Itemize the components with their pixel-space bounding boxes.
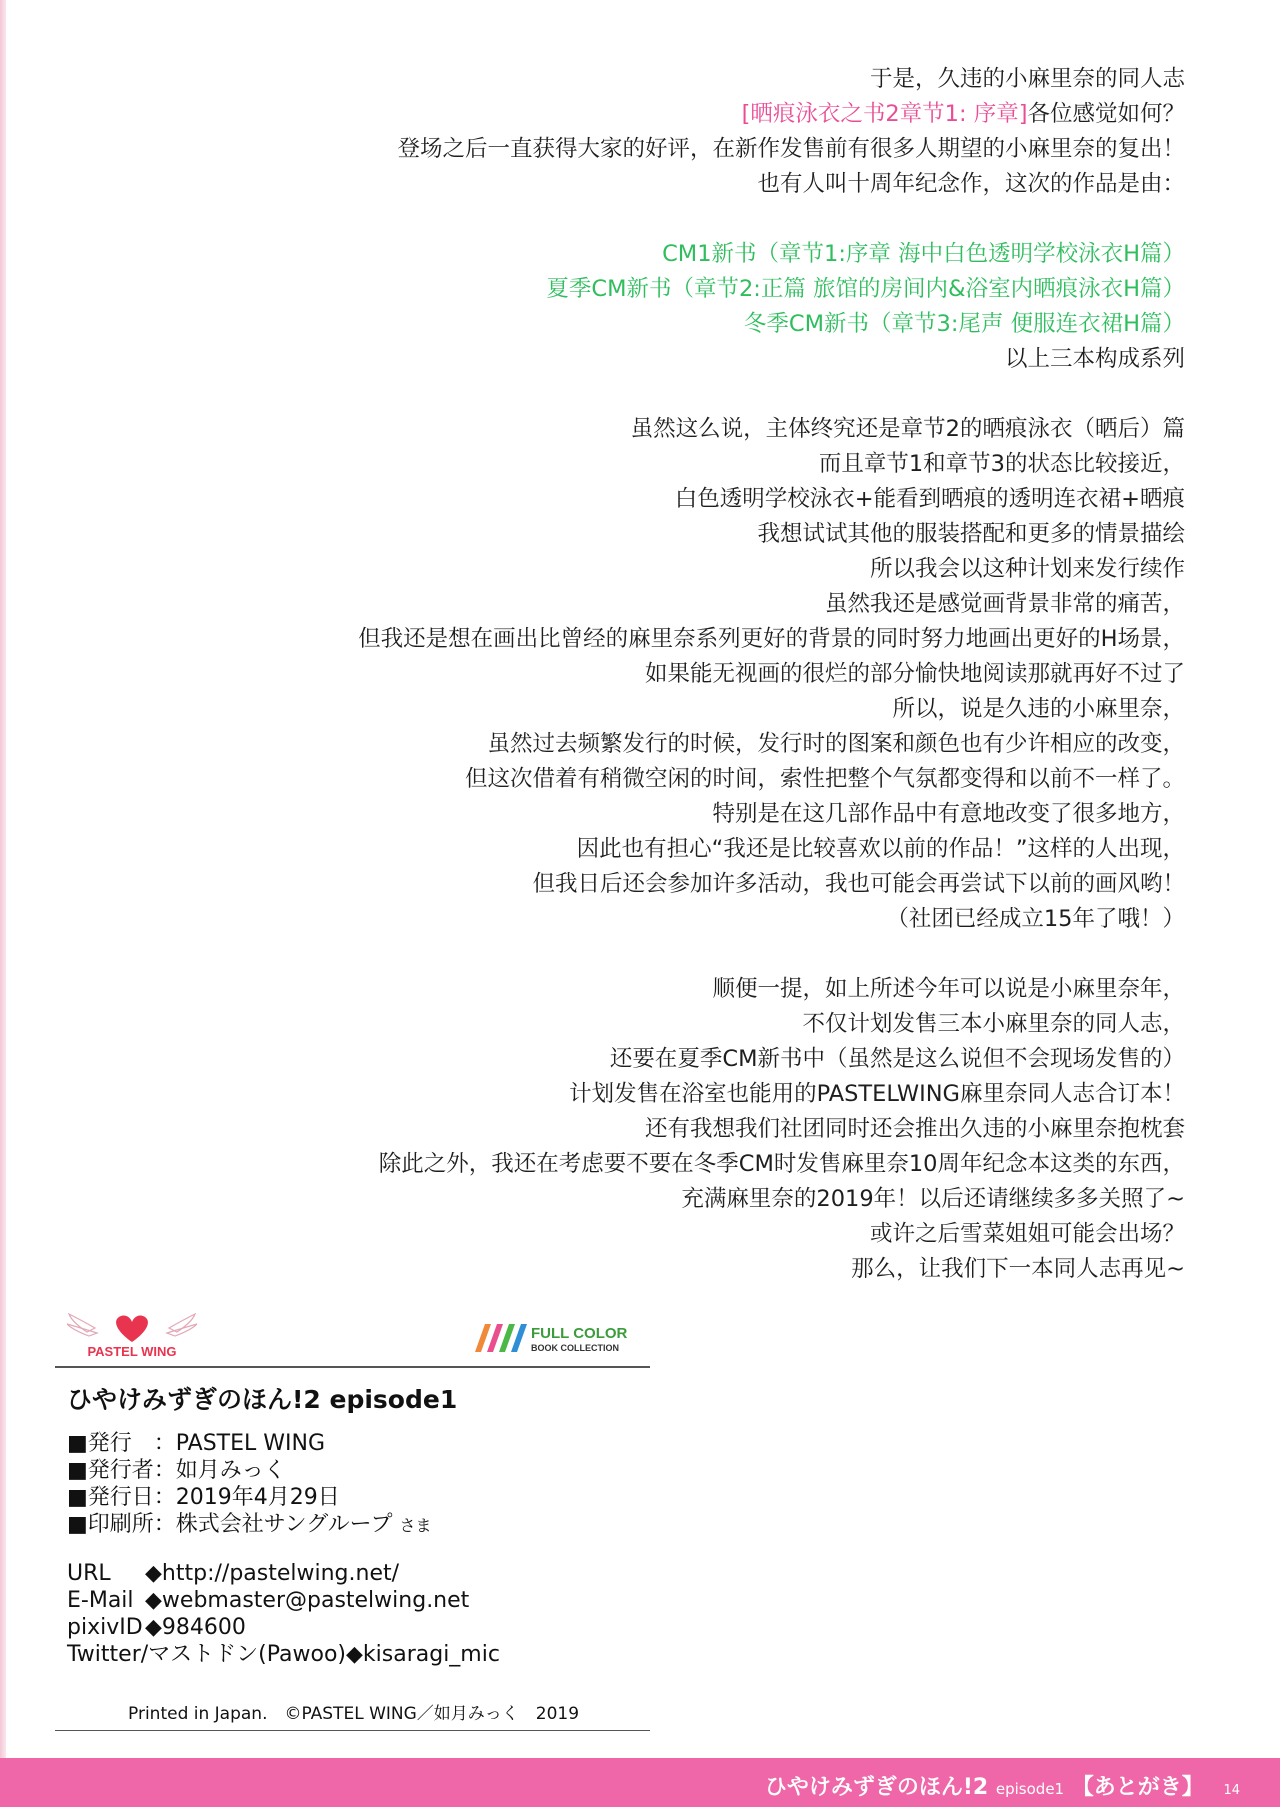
printer-suffix: さま (399, 1516, 432, 1535)
footer-section: 【あとがき】 (1071, 1775, 1204, 1800)
text-line: 因此也有担心“我还是比较喜欢以前的作品！”这样的人出现， (576, 836, 1185, 862)
pixiv-row (67, 1614, 500, 1641)
text-line (185, 97, 1185, 132)
text-line: 顺便一提，如上所述今年可以说是小麻里奈年， (712, 976, 1185, 1002)
email-link[interactable]: ◆webmaster@pastelwing.net (145, 1588, 470, 1613)
text-line-tail: 各位感觉如何？ (1027, 101, 1185, 127)
text-line: 于是，久违的小麻里奈的同人志 (869, 66, 1185, 92)
full-color-text: FULL COLOR (531, 1325, 628, 1342)
text-line: 计划发售在浴室也能用的PASTELWING麻里奈同人志合订本！ (569, 1081, 1185, 1107)
series-item: CM1新书（章节1:序章 海中白色透明学校泳衣H篇） (662, 241, 1185, 267)
logo-row (55, 1312, 655, 1362)
text-line: 白色透明学校泳衣+能看到晒痕的透明连衣裙+晒痕 (674, 486, 1185, 512)
text-line: 特别是在这几部作品中有意地改变了很多地方， (712, 801, 1185, 827)
printed-credit: Printed in Japan. ©PASTEL WING／如月みっく 2019 (128, 1704, 580, 1724)
page-number: 14 (1223, 1783, 1240, 1798)
text-line: 登场之后一直获得大家的好评，在新作发售前有很多人期望的小麻里奈的复出！ (397, 136, 1185, 162)
publisher: ■発行 ：PASTEL WING (67, 1431, 325, 1456)
text-line: 如果能无视画的很烂的部分愉快地阅读那就再好不过了 (644, 661, 1185, 687)
contact-links (67, 1560, 500, 1668)
text-line: 但我还是想在画出比曾经的麻里奈系列更好的背景的同时努力地画出更好的H场景， (358, 626, 1185, 652)
text-line: 还要在夏季CM新书中（虽然是这么说但不会现场发售的） (609, 1046, 1185, 1072)
text-line: 除此之外，我还在考虑要不要在冬季CM时发售麻里奈10周年纪念本这类的东西， (378, 1151, 1185, 1177)
page-edge (0, 0, 6, 1807)
text-line: 不仅计划发售三本小麻里奈的同人志， (802, 1011, 1185, 1037)
url-row (67, 1560, 500, 1587)
text-line: 但这次借着有稍微空闲的时间，索性把整个气氛都变得和以前不一样了。 (464, 766, 1185, 792)
text-line: （社团已经成立15年了哦！） (886, 906, 1185, 932)
text-line: 那么，让我们下一本同人志再见~ (851, 1256, 1185, 1282)
printer: ■印刷所：株式会社サングループ (67, 1512, 393, 1537)
text-line: 而且章节1和章节3的状态比较接近， (818, 451, 1185, 477)
paragraph-gap (185, 202, 1185, 237)
url-label: URL (67, 1561, 111, 1586)
publication-info (67, 1430, 432, 1539)
printer-row (67, 1511, 432, 1539)
publish-date: ■発行日：2019年4月29日 (67, 1485, 340, 1510)
email-label: E-Mail (67, 1588, 134, 1613)
logo-text: PASTEL WING (87, 1344, 177, 1359)
text-line: 也有人叫十周年纪念作，这次的作品是由： (757, 171, 1185, 197)
text-line: 以上三本构成系列 (1004, 346, 1185, 372)
footer-episode: episode1 (995, 1780, 1065, 1798)
url-link[interactable]: ◆http://pastelwing.net/ (145, 1561, 400, 1586)
colophon-bottom-rule (55, 1730, 650, 1731)
text-line: 还有我想我们社团同时还会推出久违的小麻里奈抱枕套 (644, 1116, 1185, 1142)
paragraph-gap (185, 377, 1185, 412)
text-line: 虽然我还是感觉画背景非常的痛苦， (824, 591, 1185, 617)
paragraph-gap (185, 937, 1185, 972)
book-title: ひやけみずぎのほん!2 episode1 (67, 1385, 458, 1414)
pastel-wing-logo (67, 1312, 197, 1360)
text-line: 虽然这么说，主体终究还是章节2的晒痕泳衣（晒后）篇 (630, 416, 1185, 442)
email-row (67, 1587, 500, 1614)
text-line: 所以我会以这种计划来发行续作 (869, 556, 1185, 582)
text-line: 所以，说是久违的小麻里奈， (892, 696, 1185, 722)
running-footer (765, 1770, 1240, 1801)
text-line: 充满麻里奈的2019年！以后还请继续多多关照了~ (681, 1186, 1185, 1212)
series-item: 夏季CM新书（章节2:正篇 旅馆的房间内&浴室内晒痕泳衣H篇） (546, 276, 1185, 302)
pixiv-label: pixivID (67, 1615, 143, 1640)
text-line: 或许之后雪菜姐姐可能会出场？ (869, 1221, 1185, 1247)
colophon-top-rule (55, 1366, 650, 1368)
text-line: 虽然过去频繁发行的时候，发行时的图案和颜色也有少许相应的改变， (487, 731, 1185, 757)
twitter-row: Twitter/マストドン(Pawoo)◆kisaragi_mic (67, 1642, 500, 1667)
series-item: 冬季CM新书（章节3:尾声 便服连衣裙H篇） (743, 311, 1185, 337)
highlighted-title: [晒痕泳衣之书2章节1: 序章] (741, 101, 1028, 127)
publisher-person: ■発行者：如月みっく (67, 1458, 286, 1483)
full-color-logo (467, 1318, 647, 1358)
book-collection-text: BOOK COLLECTION (531, 1343, 619, 1353)
colophon (55, 1312, 655, 1724)
footer-title: ひやけみずぎのほん!2 (764, 1775, 989, 1800)
afterword-text (185, 62, 1185, 1287)
pixiv-id: ◆984600 (145, 1615, 246, 1640)
text-line: 但我日后还会参加许多活动，我也可能会再尝试下以前的画风哟！ (532, 871, 1185, 897)
text-line: 我想试试其他的服装搭配和更多的情景描绘 (757, 521, 1185, 547)
